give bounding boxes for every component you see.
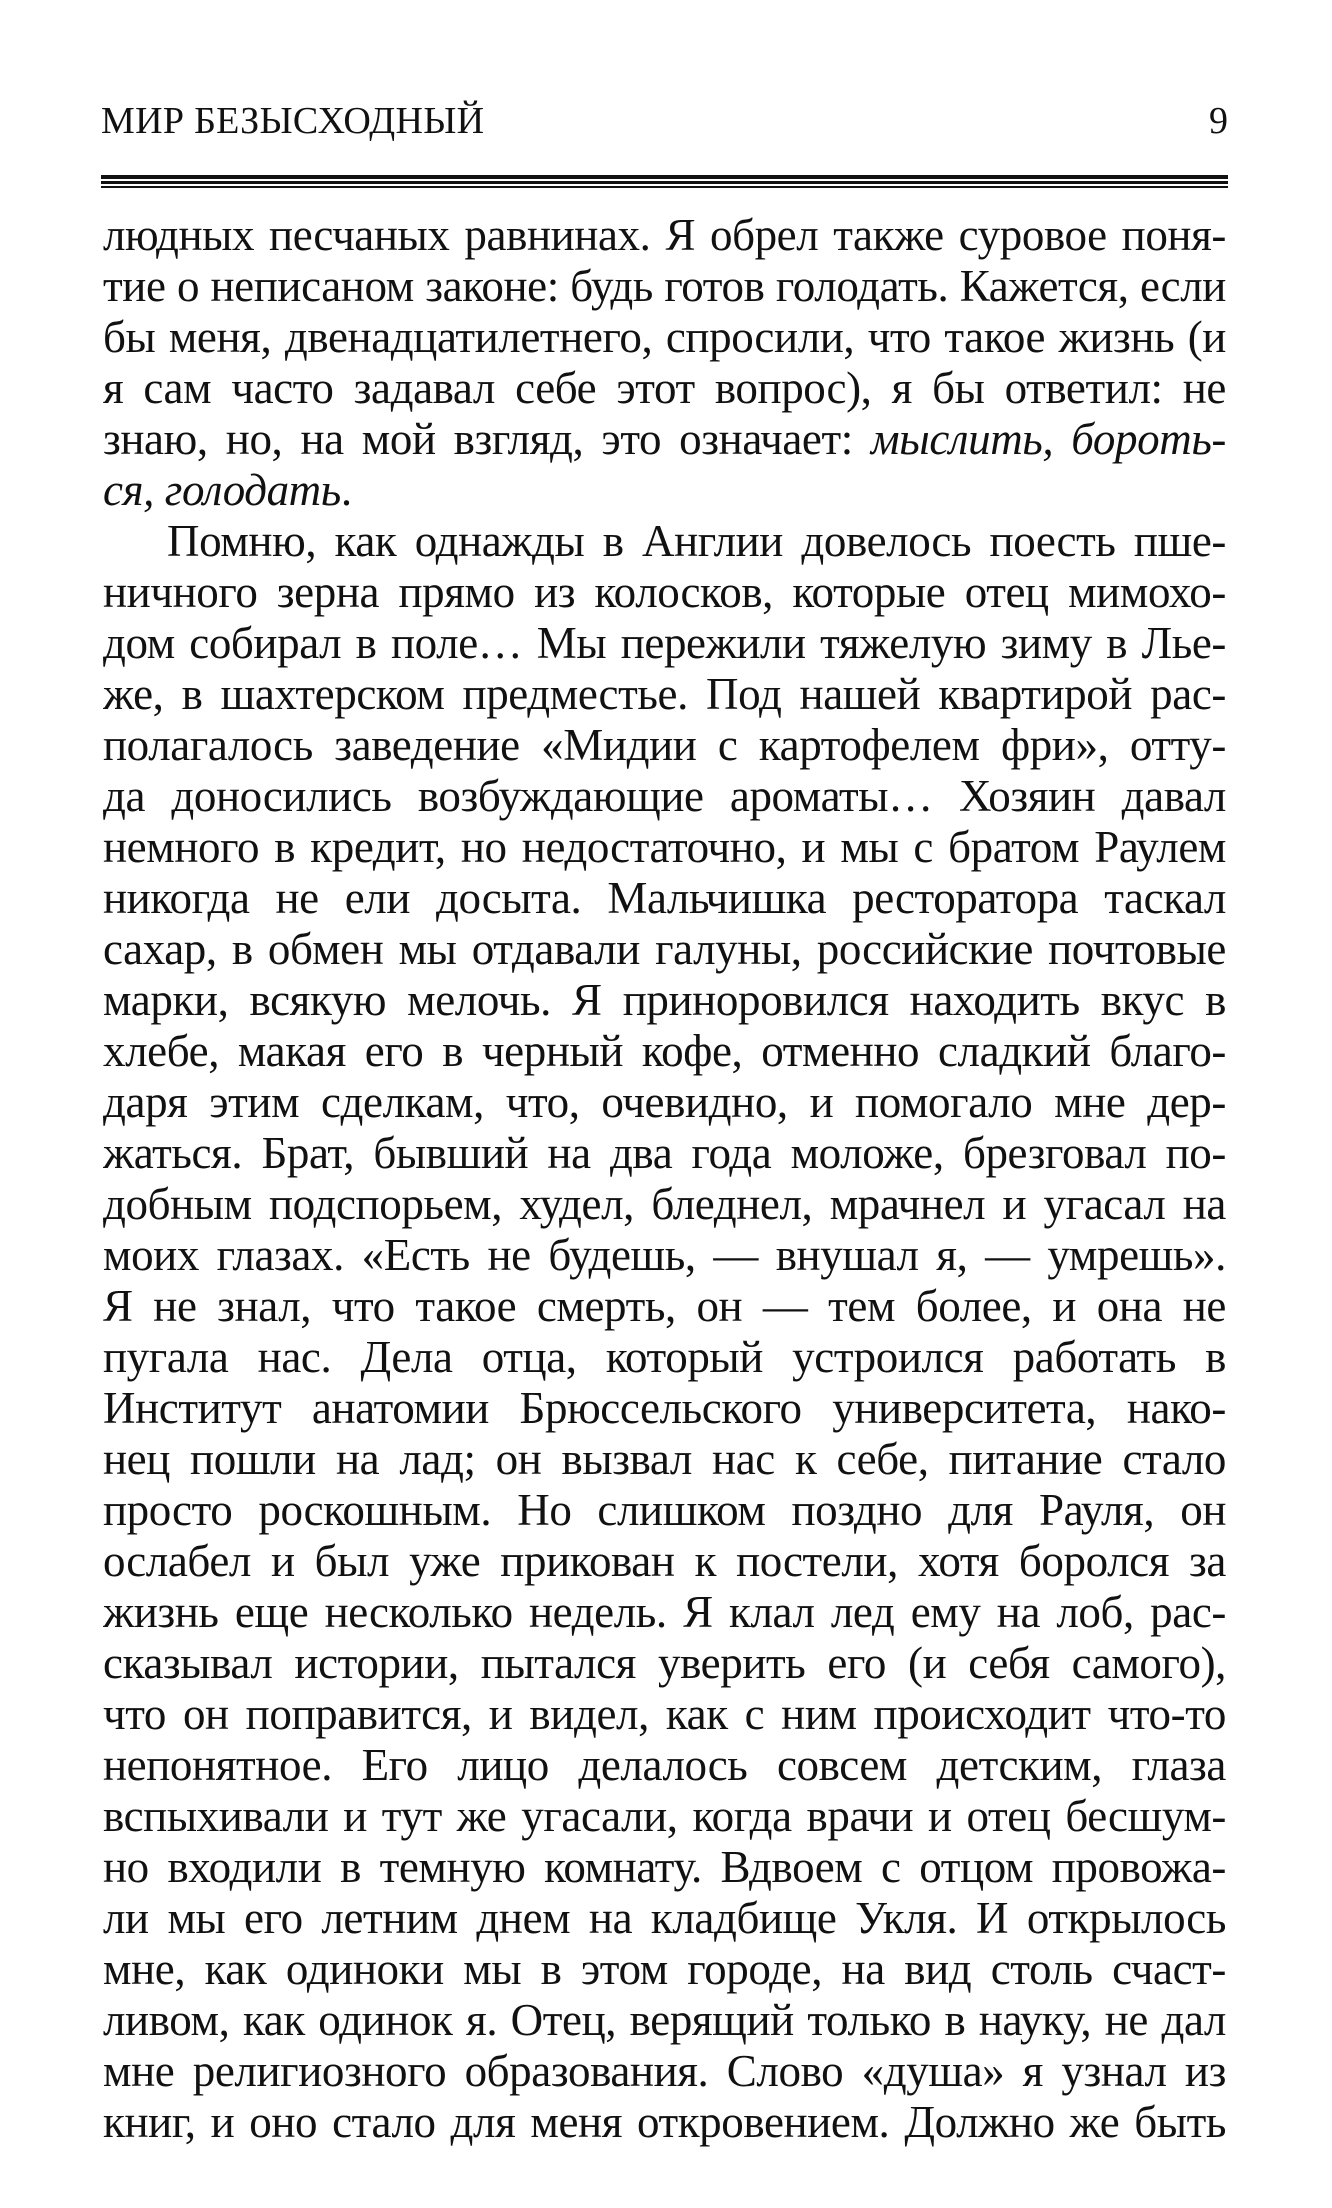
line-text: но входили в темную комнату. Вдвоем с отцом провожа- <box>103 1842 1226 1892</box>
running-header <box>101 96 1228 146</box>
text-line <box>103 1026 1226 1077</box>
text-line <box>103 822 1226 873</box>
text-line <box>103 975 1226 1026</box>
line-text: дом собирал в поле… Мы пережили тяжелую зиму в Лье- <box>103 618 1226 668</box>
text-line <box>103 312 1226 363</box>
text-line <box>103 2097 1226 2148</box>
text-line <box>103 924 1226 975</box>
line-text: ливом, как одинок я. Отец, верящий только в науку, не дал <box>103 1995 1226 2045</box>
line-text: пугала нас. Дела отца, который устроился работать в <box>103 1332 1226 1382</box>
line-text: ослабел и был уже прикован к постели, хотя боролся за <box>103 1536 1226 1586</box>
line-text: полагалось заведение «Мидии с картофелем фри», отту- <box>103 720 1226 770</box>
header-rule-thin <box>101 186 1228 188</box>
text-line <box>103 1281 1226 1332</box>
line-text: даря этим сделкам, что, очевидно, и помогало мне дер- <box>103 1077 1226 1127</box>
line-text: никогда не ели досыта. Мальчишка ресторатора таскал <box>103 873 1226 923</box>
text-line <box>103 1689 1226 1740</box>
text-line <box>103 771 1226 822</box>
line-italic-text: мыслить, бороть- <box>870 414 1226 464</box>
line-text: Помню, как однажды в Англии довелось поесть пше- <box>167 516 1226 566</box>
text-line <box>103 1179 1226 1230</box>
line-text: книг, и оно стало для меня откровением. Должно же быть <box>103 2097 1226 2147</box>
paragraph-first-line <box>103 516 1226 567</box>
line-text: добным подспорьем, худел, бледнел, мрачнел и угасал на <box>103 1179 1226 1229</box>
text-line <box>103 618 1226 669</box>
line-text: ли мы его летним днем на кладбище Укля. И открылось <box>103 1893 1226 1943</box>
text-line <box>103 1587 1226 1638</box>
text-line <box>103 1842 1226 1893</box>
header-rule <box>101 175 1228 189</box>
text-line <box>103 1944 1226 1995</box>
text-line <box>103 1230 1226 1281</box>
line-text: непонятное. Его лицо делалось совсем детским, глаза <box>103 1740 1226 1790</box>
text-line <box>103 465 1226 516</box>
text-line <box>103 669 1226 720</box>
text-line <box>103 1383 1226 1434</box>
header-rule-middle <box>101 181 1228 184</box>
line-text: мне религиозного образования. Слово «душа» я узнал из <box>103 2046 1226 2096</box>
line-text: знаю, но, на мой взгляд, это означает: <box>103 414 871 464</box>
text-line <box>103 1077 1226 1128</box>
line-text: сахар, в обмен мы отдавали галуны, российские почтовые <box>103 924 1226 974</box>
text-line <box>103 1485 1226 1536</box>
line-text: Институт анатомии Брюссельского университета, нако- <box>103 1383 1226 1433</box>
text-line <box>103 720 1226 771</box>
line-text: да доносились возбуждающие ароматы… Хозяин давал <box>103 771 1226 821</box>
line-text: жаться. Брат, бывший на два года моложе, брезговал по- <box>103 1128 1226 1178</box>
text-line <box>103 1332 1226 1383</box>
page-number: 9 <box>1209 100 1228 142</box>
line-italic-text: ся, голодать <box>103 465 341 515</box>
text-line <box>103 363 1226 414</box>
line-text: жизнь еще несколько недель. Я клал лед ему на лоб, рас- <box>103 1587 1226 1637</box>
text-line <box>103 567 1226 618</box>
header-rule-thick <box>101 175 1228 179</box>
text-line <box>103 1995 1226 2046</box>
body-text <box>103 210 1226 2148</box>
line-text: что он поправится, и видел, как с ним происходит что-то <box>103 1689 1226 1739</box>
line-text: ничного зерна прямо из колосков, которые отец мимохо- <box>103 567 1226 617</box>
text-line <box>103 210 1226 261</box>
line-text: просто роскошным. Но слишком поздно для Рауля, он <box>103 1485 1226 1535</box>
text-line <box>103 1740 1226 1791</box>
line-text: сказывал истории, пытался уверить его (и себя самого), <box>103 1638 1226 1688</box>
line-text: моих глазах. «Есть не будешь, — внушал я, — умрешь». <box>103 1230 1226 1280</box>
text-line <box>103 261 1226 312</box>
line-text: мне, как одиноки мы в этом городе, на вид столь счаст- <box>103 1944 1226 1994</box>
line-text: нец пошли на лад; он вызвал нас к себе, питание стало <box>103 1434 1226 1484</box>
text-line <box>103 1434 1226 1485</box>
text-line <box>103 1791 1226 1842</box>
text-line <box>103 414 1226 465</box>
line-text: Я не знал, что такое смерть, он — тем более, и она не <box>103 1281 1226 1331</box>
text-line <box>103 873 1226 924</box>
text-line <box>103 1893 1226 1944</box>
line-text: же, в шахтерском предместье. Под нашей квартирой рас- <box>103 669 1226 719</box>
line-text: хлебе, макая его в черный кофе, отменно сладкий благо- <box>103 1026 1226 1076</box>
line-text: марки, всякую мелочь. Я приноровился находить вкус в <box>103 975 1226 1025</box>
running-title: МИР БЕЗЫСХОДНЫЙ <box>101 100 485 142</box>
line-text: бы меня, двенадцатилетнего, спросили, что такое жизнь (и <box>103 312 1226 362</box>
line-trailing-text: . <box>340 465 352 515</box>
line-text: людных песчаных равнинах. Я обрел также суровое поня- <box>103 210 1226 260</box>
text-line <box>103 1638 1226 1689</box>
text-line <box>103 1128 1226 1179</box>
line-text: вспыхивали и тут же угасали, когда врачи и отец бесшум- <box>103 1791 1226 1841</box>
text-line <box>103 2046 1226 2097</box>
line-text: немного в кредит, но недостаточно, и мы с братом Раулем <box>103 822 1226 872</box>
line-text: я сам часто задавал себе этот вопрос), я бы ответил: не <box>103 363 1226 413</box>
text-line <box>103 1536 1226 1587</box>
line-text: тие о неписаном законе: будь готов голодать. Кажется, если <box>103 261 1226 311</box>
